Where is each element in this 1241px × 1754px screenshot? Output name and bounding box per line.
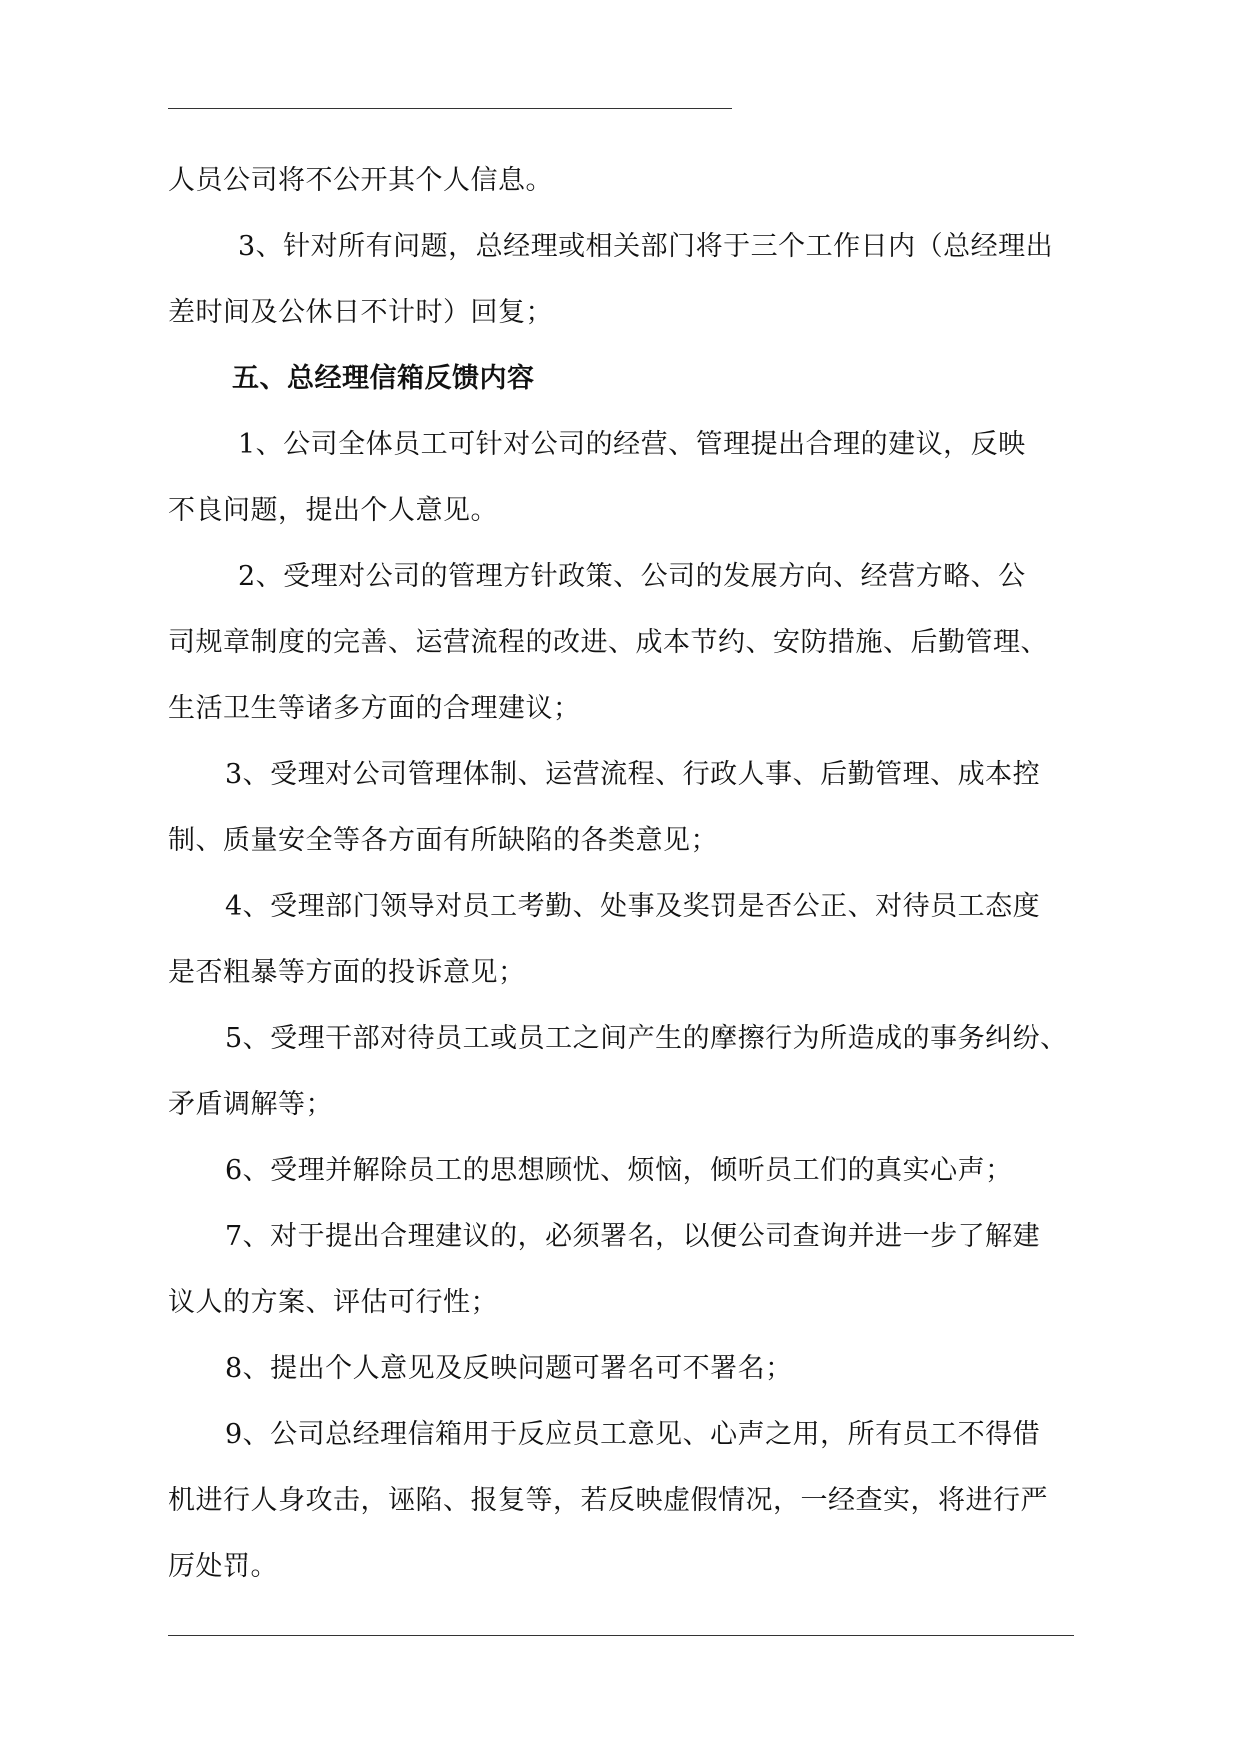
text-line-17: 7、对于提出合理建议的，必须署名，以便公司查询并进一步了解建 — [225, 1221, 1041, 1252]
text-line-11: 制、质量安全等各方面有所缺陷的各类意见； — [168, 825, 718, 856]
text-line-7: 2、受理对公司的管理方针政策、公司的发展方向、经营方略、公 — [238, 561, 1026, 592]
text-line-16: 6、受理并解除员工的思想顾忧、烦恼，倾听员工们的真实心声； — [225, 1155, 1013, 1186]
text-line-12: 4、受理部门领导对员工考勤、处事及奖罚是否公正、对待员工态度 — [225, 891, 1041, 922]
text-line-14: 5、受理干部对待员工或员工之间产生的摩擦行为所造成的事务纠纷、 — [225, 1023, 1068, 1054]
text-line-8: 司规章制度的完善、运营流程的改进、成本节约、安防措施、后勤管理、 — [168, 627, 1048, 658]
text-line-19: 8、提出个人意见及反映问题可署名可不署名； — [225, 1353, 793, 1384]
text-line-10: 3、受理对公司管理体制、运营流程、行政人事、后勤管理、成本控 — [225, 759, 1041, 790]
text-line-20: 9、公司总经理信箱用于反应员工意见、心声之用，所有员工不得借 — [225, 1419, 1041, 1450]
text-line-15: 矛盾调解等； — [168, 1089, 333, 1120]
section-heading: 五、总经理信箱反馈内容 — [232, 363, 535, 394]
text-line-13: 是否粗暴等方面的投诉意见； — [168, 957, 526, 988]
text-line-21: 机进行人身攻击，诬陷、报复等，若反映虚假情况，一经查实，将进行严 — [168, 1485, 1048, 1516]
text-line-1: 人员公司将不公开其个人信息。 — [168, 165, 553, 196]
text-line-9: 生活卫生等诸多方面的合理建议； — [168, 693, 581, 724]
text-line-18: 议人的方案、评估可行性； — [168, 1287, 498, 1318]
text-line-3: 差时间及公休日不计时）回复； — [168, 297, 553, 328]
header-rule — [168, 108, 732, 109]
text-line-2: 3、针对所有问题，总经理或相关部门将于三个工作日内（总经理出 — [238, 231, 1054, 262]
footer-rule — [168, 1635, 1074, 1636]
text-line-6: 不良问题，提出个人意见。 — [168, 495, 498, 526]
text-line-5: 1、公司全体员工可针对公司的经营、管理提出合理的建议，反映 — [238, 429, 1026, 460]
text-line-22: 厉处罚。 — [168, 1551, 278, 1582]
